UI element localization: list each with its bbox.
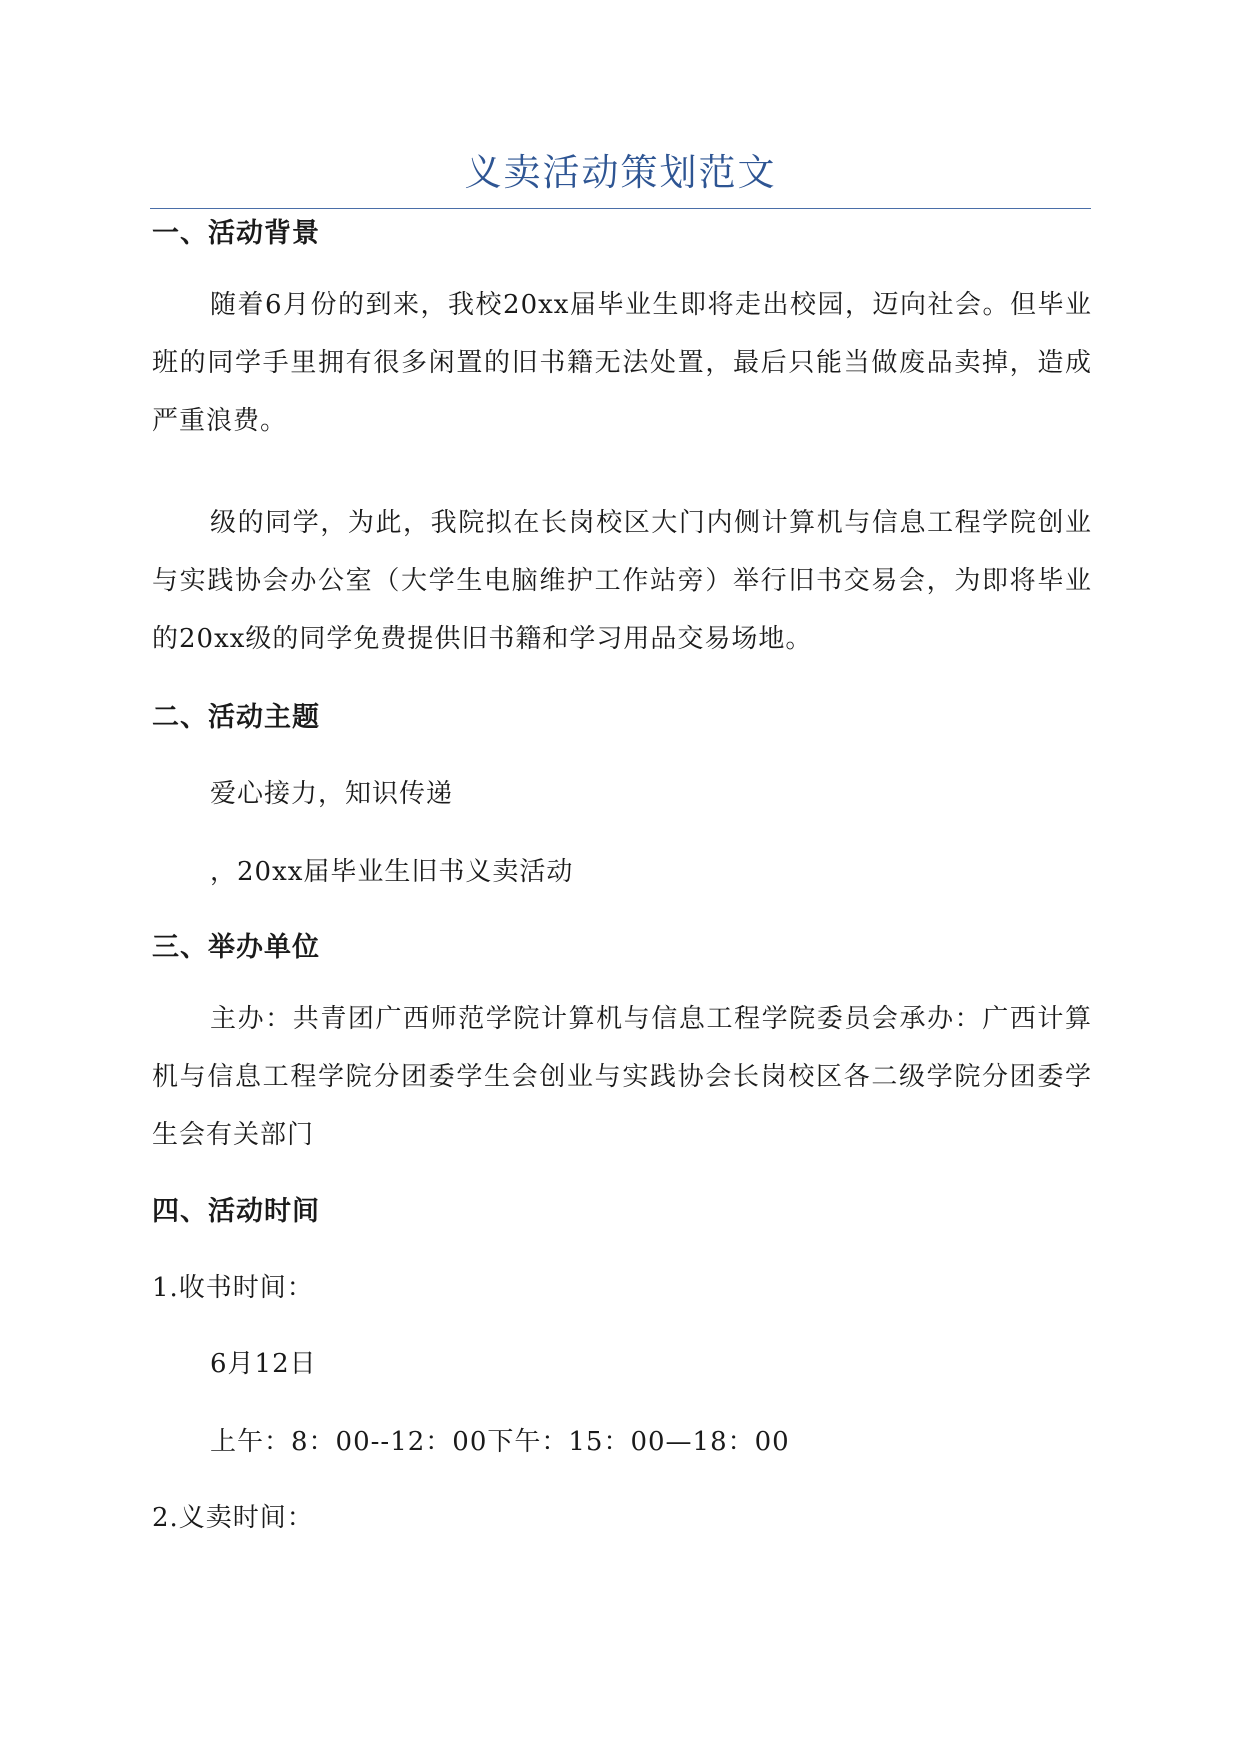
section-heading-organizer: 三、举办单位	[152, 932, 320, 963]
time-item-1-hours: 上午：8：00--12：00下午：15：00—18：00	[210, 1427, 790, 1457]
background-paragraph-2: 级的同学，为此，我院拟在长岗校区大门内侧计算机与信息工程学院创业与实践协会办公室（大学生电脑维护工作站旁）举行旧书交易会，为即将毕业的20xx级的同学免费提供旧书籍和学习用品交易场地。	[152, 508, 1092, 654]
section-heading-time: 四、活动时间	[152, 1196, 320, 1227]
theme-line-2: ，20xx届毕业生旧书义卖活动	[210, 857, 574, 887]
time-item-1-date: 6月12日	[210, 1349, 317, 1379]
organizer-paragraph: 主办：共青团广西师范学院计算机与信息工程学院委员会承办：广西计算机与信息工程学院分团委学生会创业与实践协会长岗校区各二级学院分团委学生会有关部门	[152, 1004, 1092, 1150]
time-item-1-label: 1.收书时间：	[152, 1273, 314, 1303]
time-item-2-label: 2.义卖时间：	[152, 1503, 314, 1533]
theme-line-1: 爱心接力，知识传递	[210, 779, 454, 809]
title-underline	[150, 208, 1091, 209]
document-title: 义卖活动策划范文	[464, 151, 777, 194]
background-paragraph-1: 随着6月份的到来，我校20xx届毕业生即将走出校园，迈向社会。但毕业班的同学手里拥有很多闲置的旧书籍无法处置，最后只能当做废品卖掉，造成严重浪费。	[152, 290, 1092, 436]
section-heading-background: 一、活动背景	[152, 218, 320, 249]
section-heading-theme: 二、活动主题	[152, 702, 320, 733]
